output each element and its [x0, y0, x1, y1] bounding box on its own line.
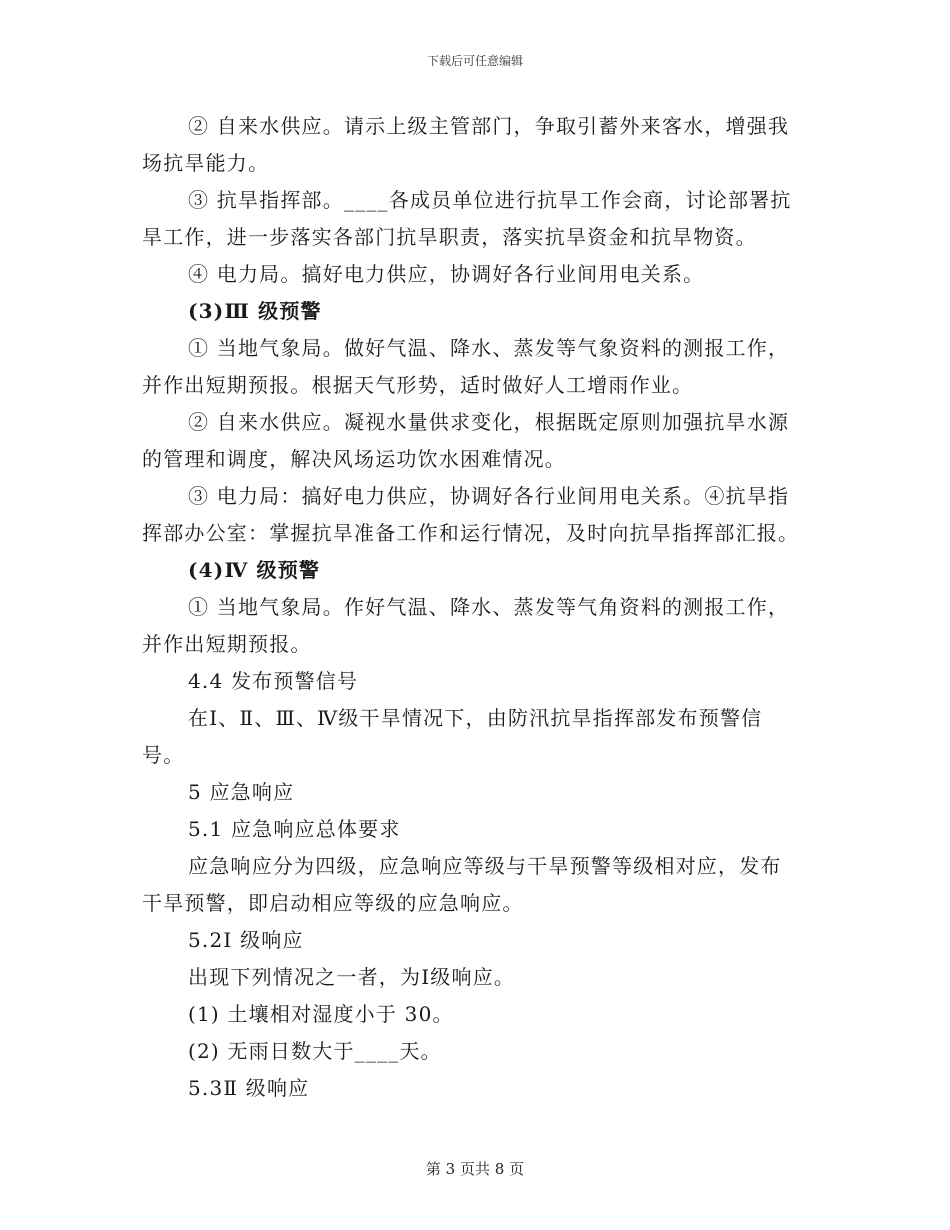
section-heading: 5.2Ⅰ 级响应 [188, 928, 304, 952]
page-header: 下载后可任意编辑 [426, 54, 523, 68]
paragraph: 出现下列情况之一者，为Ⅰ级响应。 [188, 965, 516, 989]
paragraph: ② 自来水供应。请示上级主管部门，争取引蓄外来客水，增强我场抗旱能力。 [142, 114, 790, 175]
paragraph: ① 当地气象局。做好气温、降水、蒸发等气象资料的测报工作，并作出短期预报。根据天气形势，适时做好人工增雨作业。 [142, 336, 790, 397]
paragraph: 在Ⅰ、Ⅱ、Ⅲ、Ⅳ级干旱情况下，由防汛抗旱指挥部发布预警信号。 [142, 706, 763, 767]
paragraph: 应急响应分为四级，应急响应等级与干旱预警等级相对应，发布干旱预警，即启动相应等级的应急响应。 [142, 854, 782, 915]
section-heading: 5.1 应急响应总体要求 [188, 817, 401, 841]
section-heading: (4)Ⅳ 级预警 [188, 558, 321, 582]
paragraph: ② 自来水供应。凝视水量供求变化，根据既定原则加强抗旱水源的管理和调度，解决风场运功饮水困难情况。 [142, 410, 790, 471]
paragraph: ③ 电力局：搞好电力供应，协调好各行业间用电关系。④抗旱指挥部办公室：掌握抗旱准备工作和运行情况，及时向抗旱指挥部汇报。 [142, 484, 800, 545]
paragraph: ④ 电力局。搞好电力供应，协调好各行业间用电关系。 [188, 262, 705, 286]
page-footer: 第 3 页共 8 页 [425, 1160, 525, 1178]
section-heading: 5 应急响应 [188, 780, 295, 804]
paragraph: ① 当地气象局。作好气温、降水、蒸发等气角资料的测报工作，并作出短期预报。 [142, 595, 790, 656]
paragraph: ③ 抗旱指挥部。____各成员单位进行抗旱工作会商，讨论部署抗旱工作，进一步落实各部门抗旱职责，落实抗旱资金和抗旱物资。 [142, 188, 792, 249]
section-heading: 4.4 发布预警信号 [188, 669, 359, 693]
list-item: (1) 土壤相对湿度小于 30。 [188, 1002, 454, 1026]
section-heading: (3)Ⅲ 级预警 [188, 299, 322, 323]
document-body [142, 108, 802, 1107]
list-item: (2) 无雨日数大于____天。 [188, 1039, 442, 1063]
section-heading: 5.3Ⅱ 级响应 [188, 1076, 310, 1100]
